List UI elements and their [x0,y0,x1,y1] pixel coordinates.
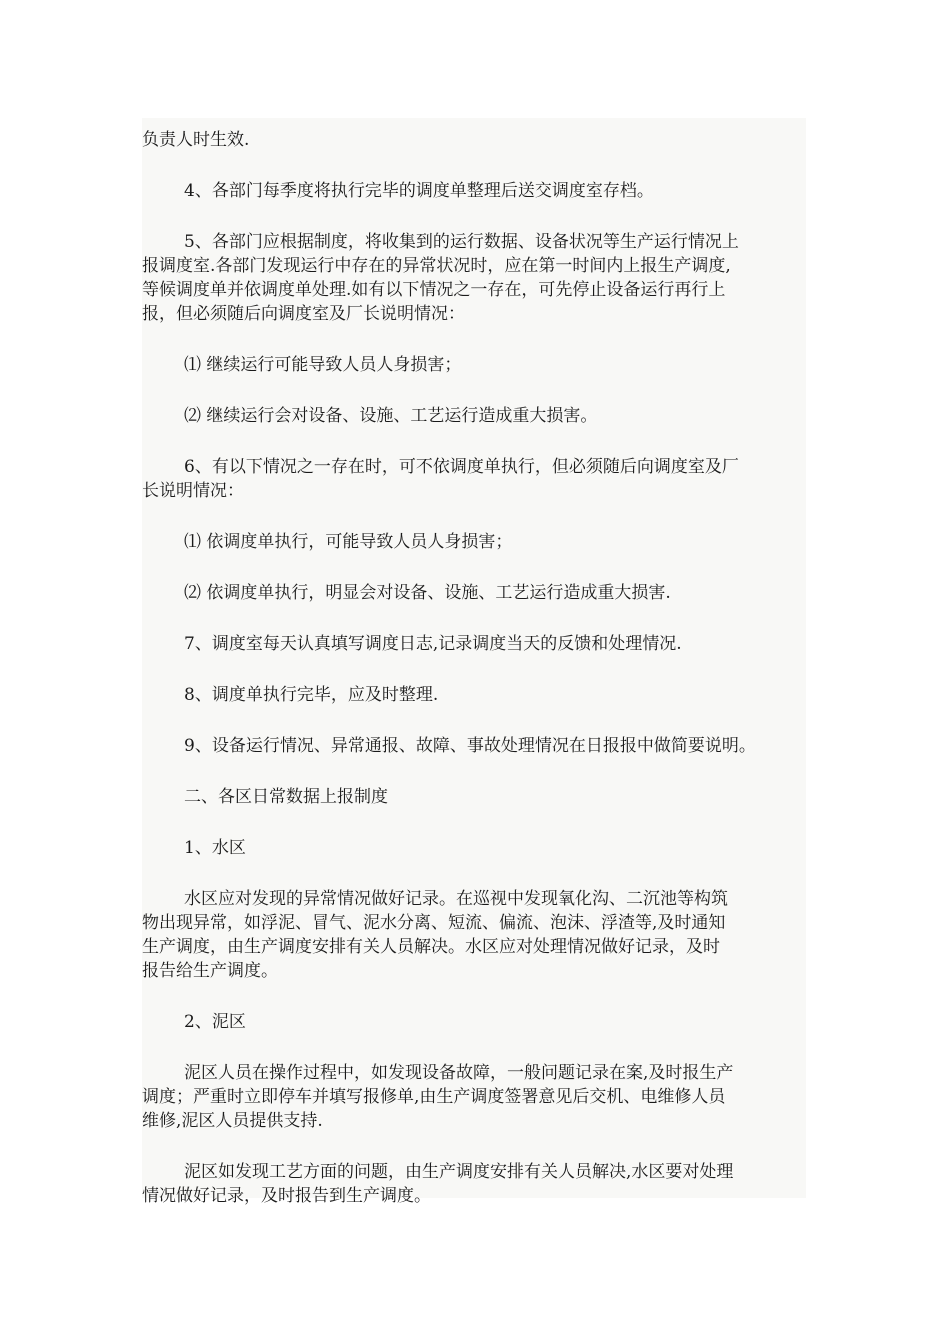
paragraph-item-8: 8、调度单执行完毕，应及时整理. [184,685,439,705]
paragraph-item-6: 6、有以下情况之一存在时，可不依调度单执行，但必须随后向调度室及厂 [184,457,739,477]
paragraph-line: 维修,泥区人员提供支持. [142,1111,323,1131]
paragraph-sludge: 泥区人员在操作过程中，如发现设备故障，一般问题记录在案,及时报生产 [184,1063,734,1083]
paragraph-line: 情况做好记录，及时报告到生产调度。 [142,1186,431,1206]
paragraph-line: 等候调度单并依调度单处理.如有以下情况之一存在，可先停止设备运行再行上 [142,280,726,300]
paragraph-water: 水区应对发现的异常情况做好记录。在巡视中发现氧化沟、二沉池等构筑 [184,889,728,909]
sub-item-1: ⑴ 依调度单执行，可能导致人员人身损害； [184,532,513,552]
sub-item-2: ⑵ 依调度单执行，明显会对设备、设施、工艺运行造成重大损害. [184,583,671,603]
section-heading: 二、各区日常数据上报制度 [184,787,388,807]
paragraph-item-9: 9、设备运行情况、异常通报、故障、事故处理情况在日报报中做简要说明。 [184,736,756,756]
paragraph-line: 调度；严重时立即停车并填写报修单,由生产调度签署意见后交机、电维修人员 [142,1087,726,1107]
paragraph-line: 负责人时生效. [142,130,250,150]
paragraph-line: 报调度室.各部门发现运行中存在的异常状况时，应在第一时间内上报生产调度, [142,256,731,276]
sub-item-2: ⑵ 继续运行会对设备、设施、工艺运行造成重大损害。 [184,406,598,426]
paragraph-item-4: 4、各部门每季度将执行完毕的调度单整理后送交调度室存档。 [184,181,654,201]
paragraph-line: 物出现异常，如浮泥、冒气、泥水分离、短流、偏流、泡沫、浮渣等,及时通知 [142,913,726,933]
paragraph-line: 长说明情况： [142,481,244,501]
paragraph-line: 生产调度，由生产调度安排有关人员解决。水区应对处理情况做好记录，及时 [142,937,720,957]
sub-item-1: ⑴ 继续运行可能导致人员人身损害； [184,355,462,375]
document-page [142,118,806,1206]
subsection-heading-water: 1、水区 [184,838,246,858]
document-body [142,118,806,1208]
paragraph-item-5: 5、各部门应根据制度，将收集到的运行数据、设备状况等生产运行情况上 [184,232,739,252]
paragraph-line: 报告给生产调度。 [142,961,278,981]
paragraph-line: 报，但必须随后向调度室及厂长说明情况： [142,304,465,324]
subsection-heading-sludge: 2、泥区 [184,1012,246,1032]
paragraph-sludge-process: 泥区如发现工艺方面的问题，由生产调度安排有关人员解决,水区要对处理 [184,1162,734,1182]
paragraph-item-7: 7、调度室每天认真填写调度日志,记录调度当天的反馈和处理情况. [184,634,682,654]
